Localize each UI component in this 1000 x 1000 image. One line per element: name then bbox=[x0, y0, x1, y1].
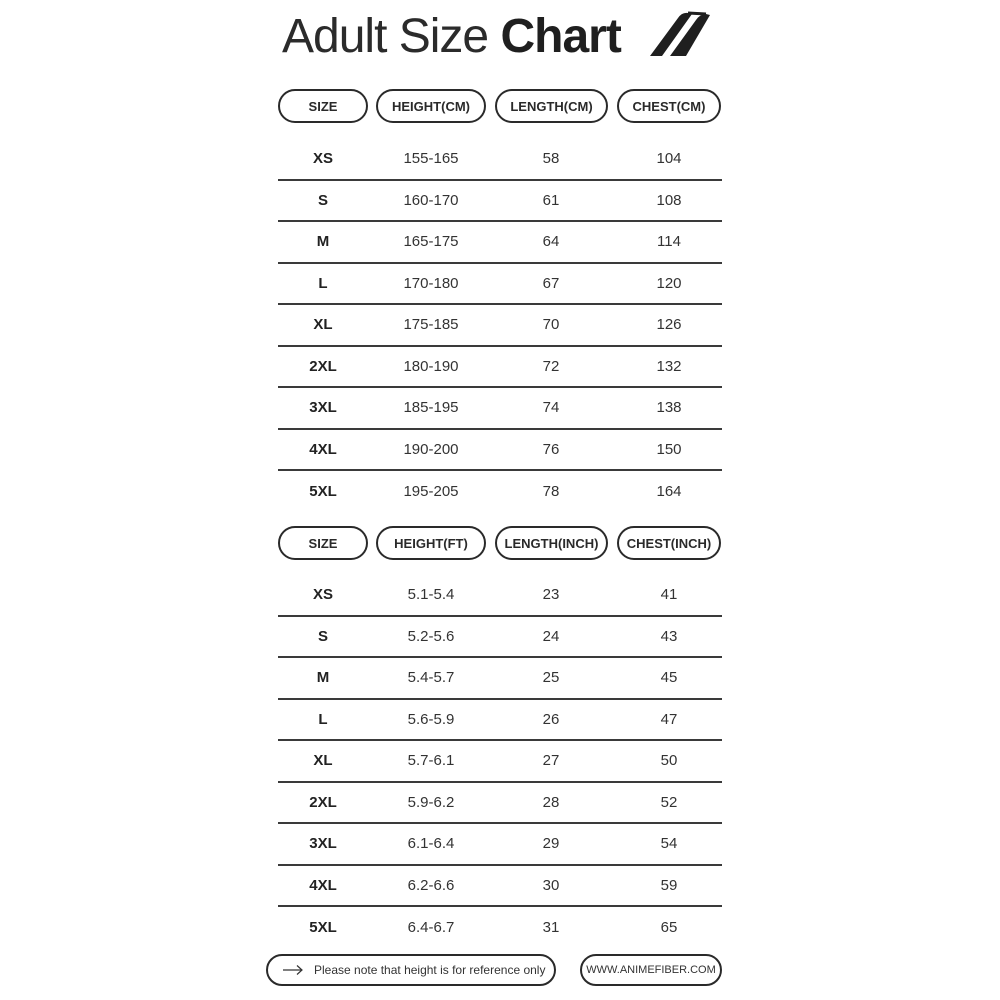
metric-row bbox=[278, 222, 722, 264]
imperial-cell-height: 5.7-6.1 bbox=[407, 752, 455, 770]
metric-cell-height: 180-190 bbox=[403, 357, 459, 375]
metric-row bbox=[278, 181, 722, 223]
imperial-cell-height: 6.1-6.4 bbox=[407, 835, 455, 853]
imperial-cell-length: 27 bbox=[542, 752, 560, 770]
imperial-cell-height: 5.6-5.9 bbox=[407, 710, 455, 728]
metric-cell-height: 185-195 bbox=[403, 399, 459, 417]
metric-row bbox=[278, 264, 722, 306]
metric-cell-size: XS bbox=[312, 150, 333, 168]
imperial-cell-size: XL bbox=[313, 752, 333, 770]
imperial-cell-chest: 41 bbox=[660, 586, 678, 604]
metric-cell-chest: 104 bbox=[656, 150, 682, 168]
metric-cell-size: 5XL bbox=[309, 483, 337, 501]
imperial-cell-length: 31 bbox=[542, 919, 560, 937]
metric-cell-size: XL bbox=[313, 316, 333, 334]
imperial-cell-chest: 47 bbox=[660, 710, 678, 728]
metric-header-row bbox=[278, 89, 722, 127]
imperial-row bbox=[278, 617, 722, 659]
metric-cell-height: 160-170 bbox=[403, 191, 459, 209]
imperial-row bbox=[278, 700, 722, 742]
metric-cell-length: 78 bbox=[542, 483, 560, 501]
imperial-cell-chest: 54 bbox=[660, 835, 678, 853]
metric-cell-chest: 120 bbox=[656, 274, 682, 292]
metric-cell-size: 3XL bbox=[309, 399, 337, 417]
imperial-row bbox=[278, 741, 722, 783]
metric-cell-length: 70 bbox=[542, 316, 560, 334]
metric-header-height: HEIGHT(CM) bbox=[376, 89, 486, 123]
metric-row bbox=[278, 347, 722, 389]
metric-cell-size: L bbox=[318, 274, 328, 292]
metric-size-table bbox=[278, 89, 722, 501]
metric-cell-length: 72 bbox=[542, 357, 560, 375]
imperial-cell-height: 6.4-6.7 bbox=[407, 919, 455, 937]
height-reference-note bbox=[266, 954, 556, 986]
metric-cell-size: 2XL bbox=[309, 357, 337, 375]
metric-cell-size: S bbox=[317, 191, 328, 209]
imperial-rows bbox=[278, 575, 722, 949]
imperial-size-table bbox=[278, 526, 722, 937]
metric-cell-height: 190-200 bbox=[403, 440, 459, 458]
imperial-header-height: HEIGHT(FT) bbox=[376, 526, 486, 560]
metric-header-size: SIZE bbox=[278, 89, 368, 123]
metric-header-chest: CHEST(CM) bbox=[617, 89, 721, 123]
metric-row bbox=[278, 471, 722, 513]
imperial-cell-size: 3XL bbox=[309, 835, 337, 853]
metric-cell-length: 74 bbox=[542, 399, 560, 417]
imperial-cell-chest: 65 bbox=[660, 919, 678, 937]
imperial-cell-height: 5.2-5.6 bbox=[407, 627, 455, 645]
metric-cell-chest: 132 bbox=[656, 357, 682, 375]
metric-cell-height: 170-180 bbox=[403, 274, 459, 292]
imperial-cell-size: L bbox=[318, 710, 328, 728]
imperial-header-row bbox=[278, 526, 722, 564]
metric-cell-size: 4XL bbox=[309, 440, 337, 458]
imperial-cell-length: 28 bbox=[542, 793, 560, 811]
metric-cell-length: 67 bbox=[542, 274, 560, 292]
height-reference-text: Please note that height is for reference only bbox=[314, 963, 546, 977]
imperial-cell-size: 5XL bbox=[309, 919, 337, 937]
metric-cell-length: 76 bbox=[542, 440, 560, 458]
imperial-cell-size: 2XL bbox=[309, 793, 337, 811]
imperial-header-length: LENGTH(INCH) bbox=[495, 526, 608, 560]
metric-header-length: LENGTH(CM) bbox=[495, 89, 608, 123]
imperial-row bbox=[278, 866, 722, 908]
metric-row bbox=[278, 430, 722, 472]
imperial-header-size: SIZE bbox=[278, 526, 368, 560]
metric-rows bbox=[278, 139, 722, 513]
metric-cell-height: 165-175 bbox=[403, 233, 459, 251]
metric-cell-chest: 126 bbox=[656, 316, 682, 334]
metric-row bbox=[278, 139, 722, 181]
imperial-row bbox=[278, 575, 722, 617]
metric-cell-chest: 108 bbox=[656, 191, 682, 209]
title-light-text: Adult Size bbox=[282, 9, 501, 63]
imperial-cell-height: 5.1-5.4 bbox=[407, 586, 455, 604]
imperial-cell-size: XS bbox=[312, 586, 333, 604]
imperial-header-chest: CHEST(INCH) bbox=[617, 526, 721, 560]
metric-cell-length: 58 bbox=[542, 150, 560, 168]
imperial-cell-size: S bbox=[317, 627, 328, 645]
imperial-cell-length: 24 bbox=[542, 627, 560, 645]
imperial-cell-length: 30 bbox=[542, 876, 560, 894]
imperial-cell-height: 5.9-6.2 bbox=[407, 793, 455, 811]
imperial-row bbox=[278, 658, 722, 700]
metric-cell-chest: 114 bbox=[657, 233, 681, 251]
imperial-cell-length: 26 bbox=[542, 710, 560, 728]
metric-cell-height: 175-185 bbox=[403, 316, 459, 334]
imperial-cell-height: 6.2-6.6 bbox=[407, 876, 455, 894]
metric-cell-height: 155-165 bbox=[403, 150, 459, 168]
imperial-cell-chest: 43 bbox=[660, 627, 678, 645]
imperial-cell-height: 5.4-5.7 bbox=[407, 669, 455, 687]
metric-cell-length: 64 bbox=[542, 233, 560, 251]
metric-cell-height: 195-205 bbox=[403, 483, 459, 501]
metric-cell-chest: 150 bbox=[656, 440, 682, 458]
imperial-row bbox=[278, 783, 722, 825]
imperial-cell-chest: 50 bbox=[660, 752, 678, 770]
arrow-right-icon bbox=[282, 964, 304, 976]
metric-row bbox=[278, 388, 722, 430]
metric-row bbox=[278, 305, 722, 347]
website-text: WWW.ANIMEFIBER.COM bbox=[586, 964, 716, 976]
brand-logo-icon bbox=[648, 10, 712, 60]
imperial-cell-length: 29 bbox=[542, 835, 560, 853]
website-link[interactable] bbox=[580, 954, 722, 986]
imperial-cell-chest: 45 bbox=[660, 669, 678, 687]
imperial-cell-chest: 59 bbox=[660, 876, 678, 894]
metric-cell-length: 61 bbox=[542, 191, 560, 209]
imperial-row bbox=[278, 907, 722, 949]
imperial-cell-length: 23 bbox=[542, 586, 560, 604]
metric-cell-chest: 138 bbox=[656, 399, 682, 417]
imperial-row bbox=[278, 824, 722, 866]
imperial-cell-length: 25 bbox=[542, 669, 560, 687]
page-title bbox=[282, 6, 621, 66]
metric-cell-size: M bbox=[316, 233, 330, 251]
metric-cell-chest: 164 bbox=[656, 483, 682, 501]
imperial-cell-size: M bbox=[316, 669, 330, 687]
imperial-cell-chest: 52 bbox=[660, 793, 678, 811]
imperial-cell-size: 4XL bbox=[309, 876, 337, 894]
title-bold-text: Chart bbox=[500, 9, 621, 63]
